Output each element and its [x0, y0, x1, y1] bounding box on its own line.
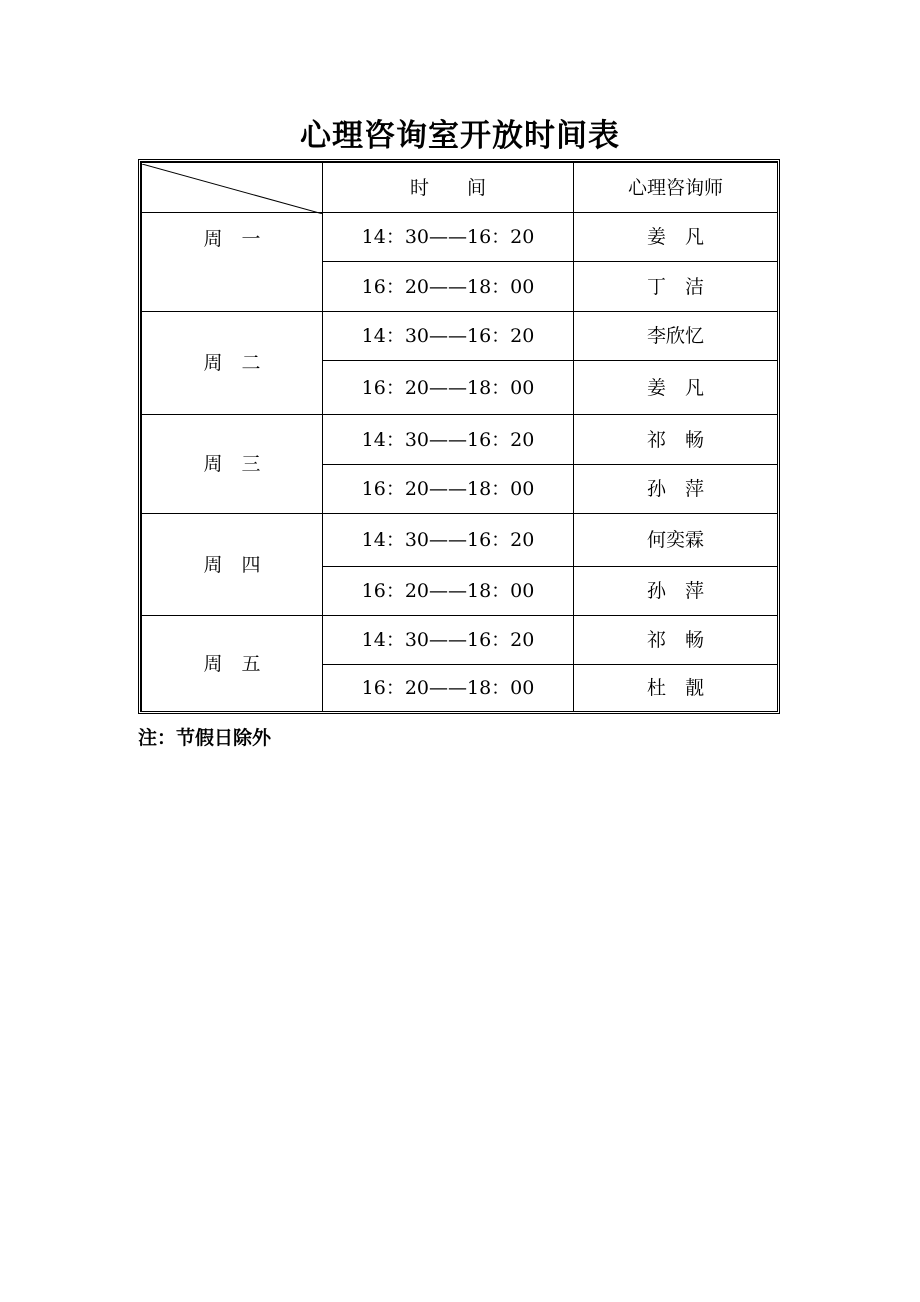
diagonal-line: [142, 164, 323, 214]
time-cell: 16：20——18：00: [323, 262, 574, 312]
page-title: 心理咨询室开放时间表: [300, 118, 620, 154]
time-cell: 16：20——18：00: [323, 465, 574, 514]
day-cell-fri: 周 五: [142, 616, 323, 712]
header-time: 时 间: [323, 163, 574, 213]
time-cell: 14：30——16：20: [323, 213, 574, 262]
day-cell-thu: 周 四: [142, 514, 323, 616]
time-cell: 16：20——18：00: [323, 361, 574, 415]
time-cell: 14：30——16：20: [323, 616, 574, 665]
counselor-cell: 杜 靓: [574, 665, 778, 712]
diagonal-corner-cell: [142, 163, 323, 213]
schedule-table: [141, 162, 778, 712]
schedule-table-frame: [138, 159, 780, 714]
table-row: [142, 415, 778, 465]
time-cell: 16：20——18：00: [323, 665, 574, 712]
time-cell: 14：30——16：20: [323, 312, 574, 361]
time-cell: 14：30——16：20: [323, 514, 574, 567]
footnote: 注：节假日除外: [138, 727, 272, 749]
day-cell-mon: 周 一: [142, 213, 323, 312]
counselor-cell: 姜 凡: [574, 213, 778, 262]
day-cell-wed: 周 三: [142, 415, 323, 514]
counselor-cell: 姜 凡: [574, 361, 778, 415]
table-row: [142, 514, 778, 567]
table-row: [142, 616, 778, 665]
time-cell: 16：20——18：00: [323, 567, 574, 616]
header-counselor: 心理咨询师: [574, 163, 778, 213]
counselor-cell: 祁 畅: [574, 415, 778, 465]
counselor-cell: 孙 萍: [574, 465, 778, 514]
counselor-cell: 李欣忆: [574, 312, 778, 361]
time-cell: 14：30——16：20: [323, 415, 574, 465]
table-row: [142, 312, 778, 361]
day-cell-tue: 周 二: [142, 312, 323, 415]
counselor-cell: 祁 畅: [574, 616, 778, 665]
table-row: [142, 213, 778, 262]
counselor-cell: 何奕霖: [574, 514, 778, 567]
counselor-cell: 孙 萍: [574, 567, 778, 616]
counselor-cell: 丁 洁: [574, 262, 778, 312]
header-row: [142, 163, 778, 213]
